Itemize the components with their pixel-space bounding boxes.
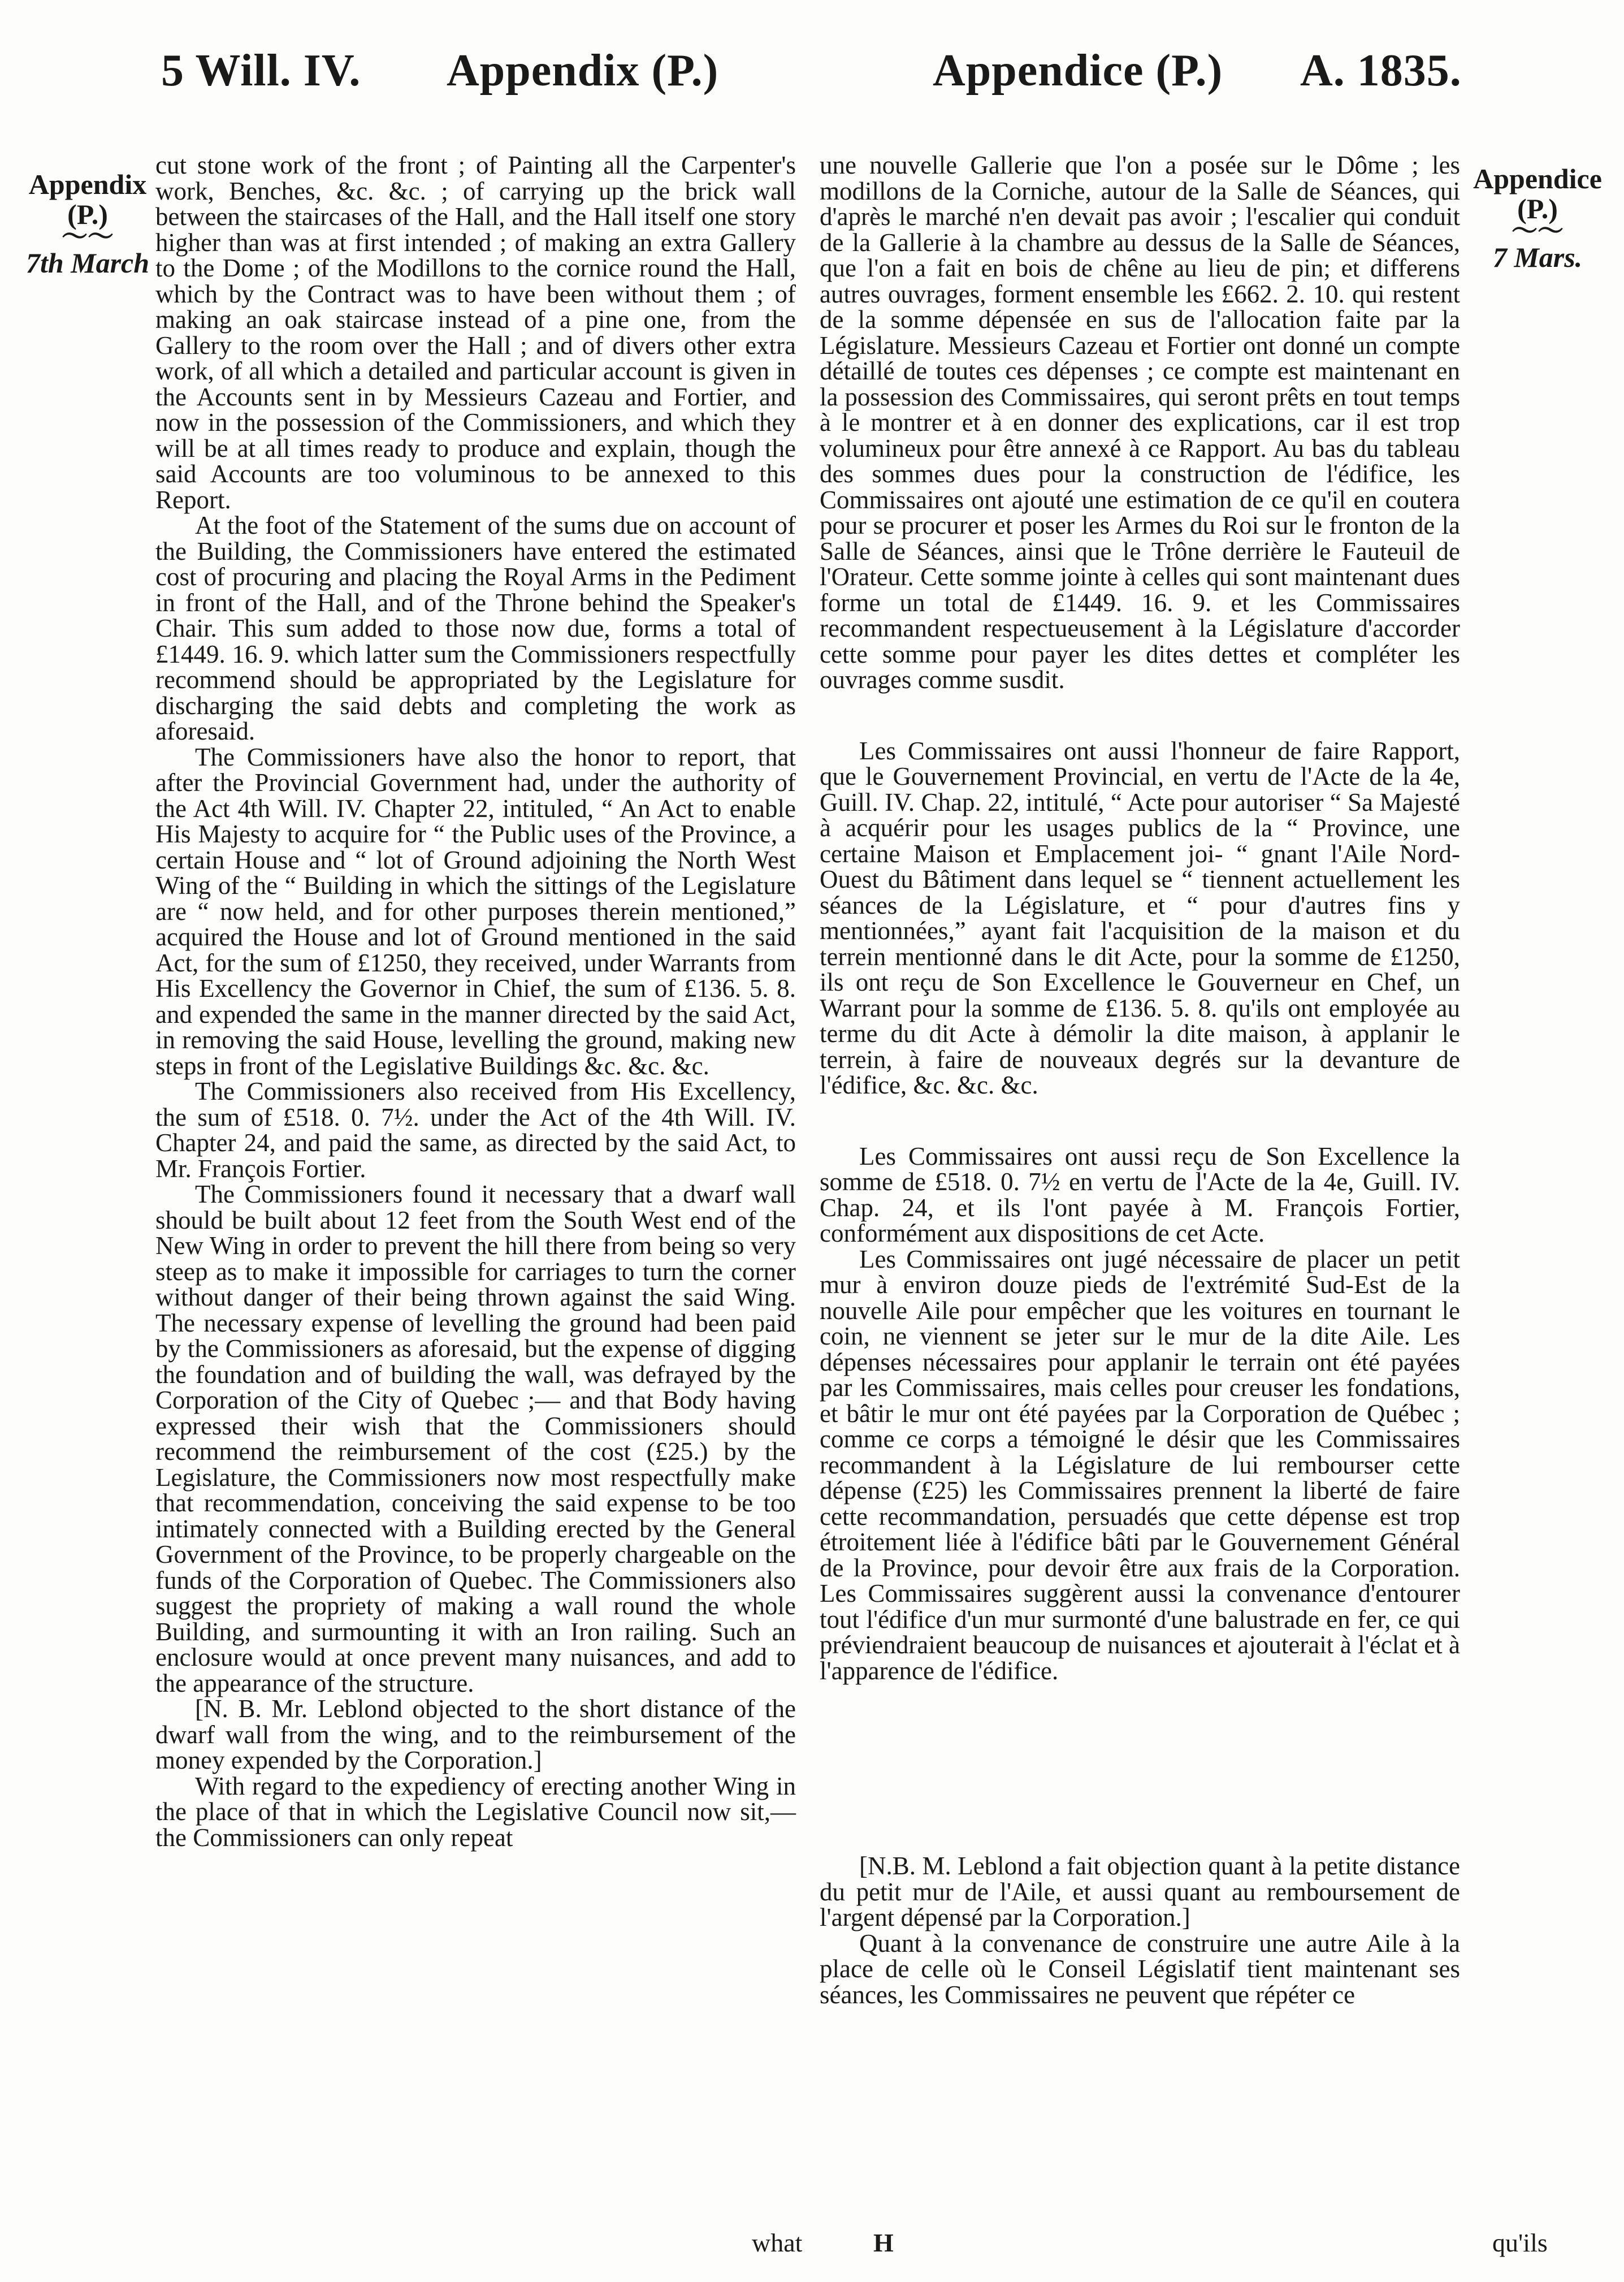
- running-header: [0, 23, 1624, 107]
- paragraph: The Commissioners have also the honor to report, that after the Provincial Government had, under the authority of the Act 4th Will. IV. Chapter 22, intituled, “ An Act to enable His Majesty to acquire for “ the Public uses of the Province, a certain House and “ lot of Ground adjoining the North West Wing of the “ Building in which the sittings of the Legislature are “ now held, and for other purposes therein mentioned,” acquired the House and lot of Ground mentioned in the said Act, for the sum of £1250, they received, under Warrants from His Excellency the Governor in Chief, the sum of £136. 5. 8. and expended the same in the manner directed by the said Act, in removing the said House, levelling the ground, making new steps in front of the Legislative Buildings &c. &c. &c.: [155, 742, 796, 1080]
- paragraph: Quant à la convenance de construire une autre Aile à la place de celle où le Conseil Législatif tient maintenant ses séances, les Commissaires ne peuvent que répéter ce: [820, 1929, 1460, 2009]
- session-year: A. 1835.: [1300, 46, 1462, 96]
- regnal-year: 5 Will. IV.: [161, 46, 361, 96]
- catchword-fr: qu'ils: [1492, 2228, 1548, 2257]
- paragraph: With regard to the expediency of erecting another Wing in the place of that in which the Legislative Council now sit,—the Commissioners can only repeat: [155, 1771, 796, 1852]
- column-spacer: [820, 1099, 1460, 1144]
- appendix-title-fr: Appendice (P.): [933, 46, 1223, 96]
- margin-note-left: [23, 170, 153, 278]
- note-paragraph: [N. B. Mr. Leblond objected to the short distance of the dwarf wall from the wing, and to the reimbursement of the money expended by the Corporation.]: [155, 1695, 796, 1774]
- margin-appendix-label: Appendice: [1473, 163, 1602, 195]
- column-spacer: [820, 1684, 1460, 1853]
- margin-appendix-letter: (P.): [1517, 192, 1558, 224]
- paragraph: Les Commissaires ont aussi reçu de Son Excellence la somme de £518. 0. 7½ en vertu de l'Acte de la 4e, Guill. IV. Chap. 24, et ils l'ont payée à M. François Fortier, conformément aux dispositions de cet Acte.: [820, 1142, 1460, 1247]
- signature-mark: H: [873, 2228, 894, 2257]
- margin-date: 7 Mars.: [1492, 241, 1583, 273]
- paragraph: une nouvelle Gallerie que l'on a posée sur le Dôme ; les modillons de la Corniche, autour de la Salle de Séances, qui d'après le marché n'en devait pas avoir ; l'escalier qui conduit de la Gallerie à la chambre au dessus de la Salle de Séances, que l'on a fait en bois de chêne au lieu de pin; et differens autres ouvrages, forment ensemble les £662. 2. 10. qui restent de la somme dépensée en sus de l'allocation faite par la Législature. Messieurs Cazeau et Fortier ont donné un compte détaillé de toutes ces dépenses ; ce compte est maintenant en la possession des Commissaires, qui seront prêts en tout temps à le montrer et à en donner des explications, car il est trop volumineux pour être annexé à ce Rapport. Au bas du tableau des sommes dues pour la construction de l'édifice, les Commissaires ont ajouté une estimation de ce qu'il en coutera pour se procurer et poser les Armes du Roi sur le fronton de la Salle de Séances, ainsi que le Trône derrière le Fauteuil de l'Orateur. Cette somme jointe à celles qui sont maintenant dues forme un total de £1449. 16. 9. et les Commissaires recommandent respectueusement à la Législature d'accorder cette somme pour payer les dites dettes et compléter les ouvrages comme susdit.: [820, 151, 1460, 694]
- paragraph: Les Commissaires ont aussi l'honneur de faire Rapport, que le Gouvernement Provincial, en vertu de l'Acte de la 4e, Guill. IV. Chap. 22, intitulé, “ Acte pour autoriser “ Sa Majesté à acquérir pour les usages publics de la “ Province, une certaine Maison et Emplacement joi- “ gnant l'Aile Nord-Ouest du Bâtiment dans lequel se “ tiennent actuellement les séances de la Législature, et “ pour d'autres fins y mentionnées,” ayant fait l'acquisition de la maison et du terrein mentionné dans le dit Acte, pour la somme de £1250, ils ont reçu de Son Excellence le Gouverneur en Chef, un Warrant pour la somme de £136. 5. 8. qu'ils ont employée au terme du dit Acte à démolir la dite maison, à applanir le terrein, à faire de nouveaux degrés sur la devanture de l'édifice, &c. &c. &c.: [820, 736, 1460, 1099]
- margin-note-right: [1470, 164, 1605, 272]
- column-spacer: [820, 693, 1460, 738]
- paragraph: Les Commissaires ont jugé nécessaire de placer un petit mur à environ douze pieds de l'extrémité Sud-Est de la nouvelle Aile pour empêcher que les voitures en tournant le coin, ne viennent se jeter sur le mur de la dite Aile. Les dépenses nécessaires pour applanir le terrain ont été payées par les Commissaires, mais celles pour creuser les fondations, et bâtir le mur ont été payées par la Corporation de Québec ; comme ce corps a témoigné le désir que les Commissaires recommandent à la Législature de lui rembourser cette dépense (£25) les Commissaires prennent la liberté de faire cette recommandation, persuadés que cette dépense est trop étroitement liée à l'édifice bâti par le Gouvernement Général de la Province, pour devoir être aux frais de la Corporation. Les Commissaires suggèrent aussi la convenance d'entourer tout l'édifice d'un mur surmonté d'une balustrade en fer, ce qui préviendraient beaucoup de nuisances et ajouterait à l'éclat et à l'apparence de l'édifice.: [820, 1244, 1460, 1685]
- appendix-title-en: Appendix (P.): [447, 46, 719, 96]
- swash-ornament-icon: 〜〜: [1512, 217, 1564, 245]
- english-column: [155, 153, 796, 1851]
- margin-appendix-label: Appendix: [28, 168, 147, 200]
- note-paragraph: [N.B. M. Leblond a fait objection quant à la petite distance du petit mur de l'Aile, et aussi quant au remboursement de l'argent dépensé par la Corporation.]: [820, 1852, 1460, 1931]
- margin-appendix-letter: (P.): [67, 198, 108, 230]
- paragraph: cut stone work of the front ; of Painting all the Carpenter's work, Benches, &c. &c. ; of carrying up the brick wall between the staircases of the Hall, and the Hall itself one story higher than was at first intended ; of making an extra Gallery to the Dome ; of the Modillons to the cornice round the Hall, which by the Contract was to have been without them ; of making an oak staircase instead of a pine one, from the Gallery to the room over the Hall ; and of divers other extra work, of all which a detailed and particular account is given in the Accounts sent in by Messieurs Cazeau and Fortier, and now in the possession of the Commissioners, and which they will be at all times ready to produce and explain, though the said Accounts are too voluminous to be annexed to this Report.: [155, 151, 796, 514]
- paragraph: At the foot of the Statement of the sums due on account of the Building, the Commissioners have entered the estimated cost of procuring and placing the Royal Arms in the Pediment in front of the Hall, and of the Throne behind the Speaker's Chair. This sum added to those now due, forms a total of £1449. 16. 9. which latter sum the Commissioners respectfully recommend should be appropriated by the Legislature for discharging the said debts and completing the work as aforesaid.: [155, 511, 796, 745]
- swash-ornament-icon: 〜〜: [62, 222, 114, 251]
- margin-date: 7th March: [25, 247, 150, 279]
- paragraph: The Commissioners also received from His Excellency, the sum of £518. 0. 7½. under the Act of the 4th Will. IV. Chapter 24, and paid the same, as directed by the said Act, to Mr. François Fortier.: [155, 1077, 796, 1183]
- catchword-en: what: [752, 2228, 803, 2257]
- paragraph: The Commissioners found it necessary that a dwarf wall should be built about 12 feet from the South West end of the New Wing in order to prevent the hill there from being so very steep as to make it impossible for carriages to turn the corner without danger of their being thrown against the said Wing. The necessary expense of levelling the ground had been paid by the Commissioners as aforesaid, but the expense of digging the foundation and of building the wall, was defrayed by the Corporation of the City of Quebec ;— and that Body having expressed their wish that the Commissioners should recommend the reimbursement of the cost (£25.) by the Legislature, the Commissioners now most respectfully make that recommendation, conceiving the said expense to be too intimately connected with a Building erected by the General Government of the Province, to be properly chargeable on the funds of the Corporation of Quebec. The Commissioners also suggest the propriety of making a wall round the whole Building, and surmounting it with an Iron railing. Such an enclosure would at once prevent many nuisances, and add to the appearance of the structure.: [155, 1180, 796, 1697]
- french-column: [820, 153, 1460, 2008]
